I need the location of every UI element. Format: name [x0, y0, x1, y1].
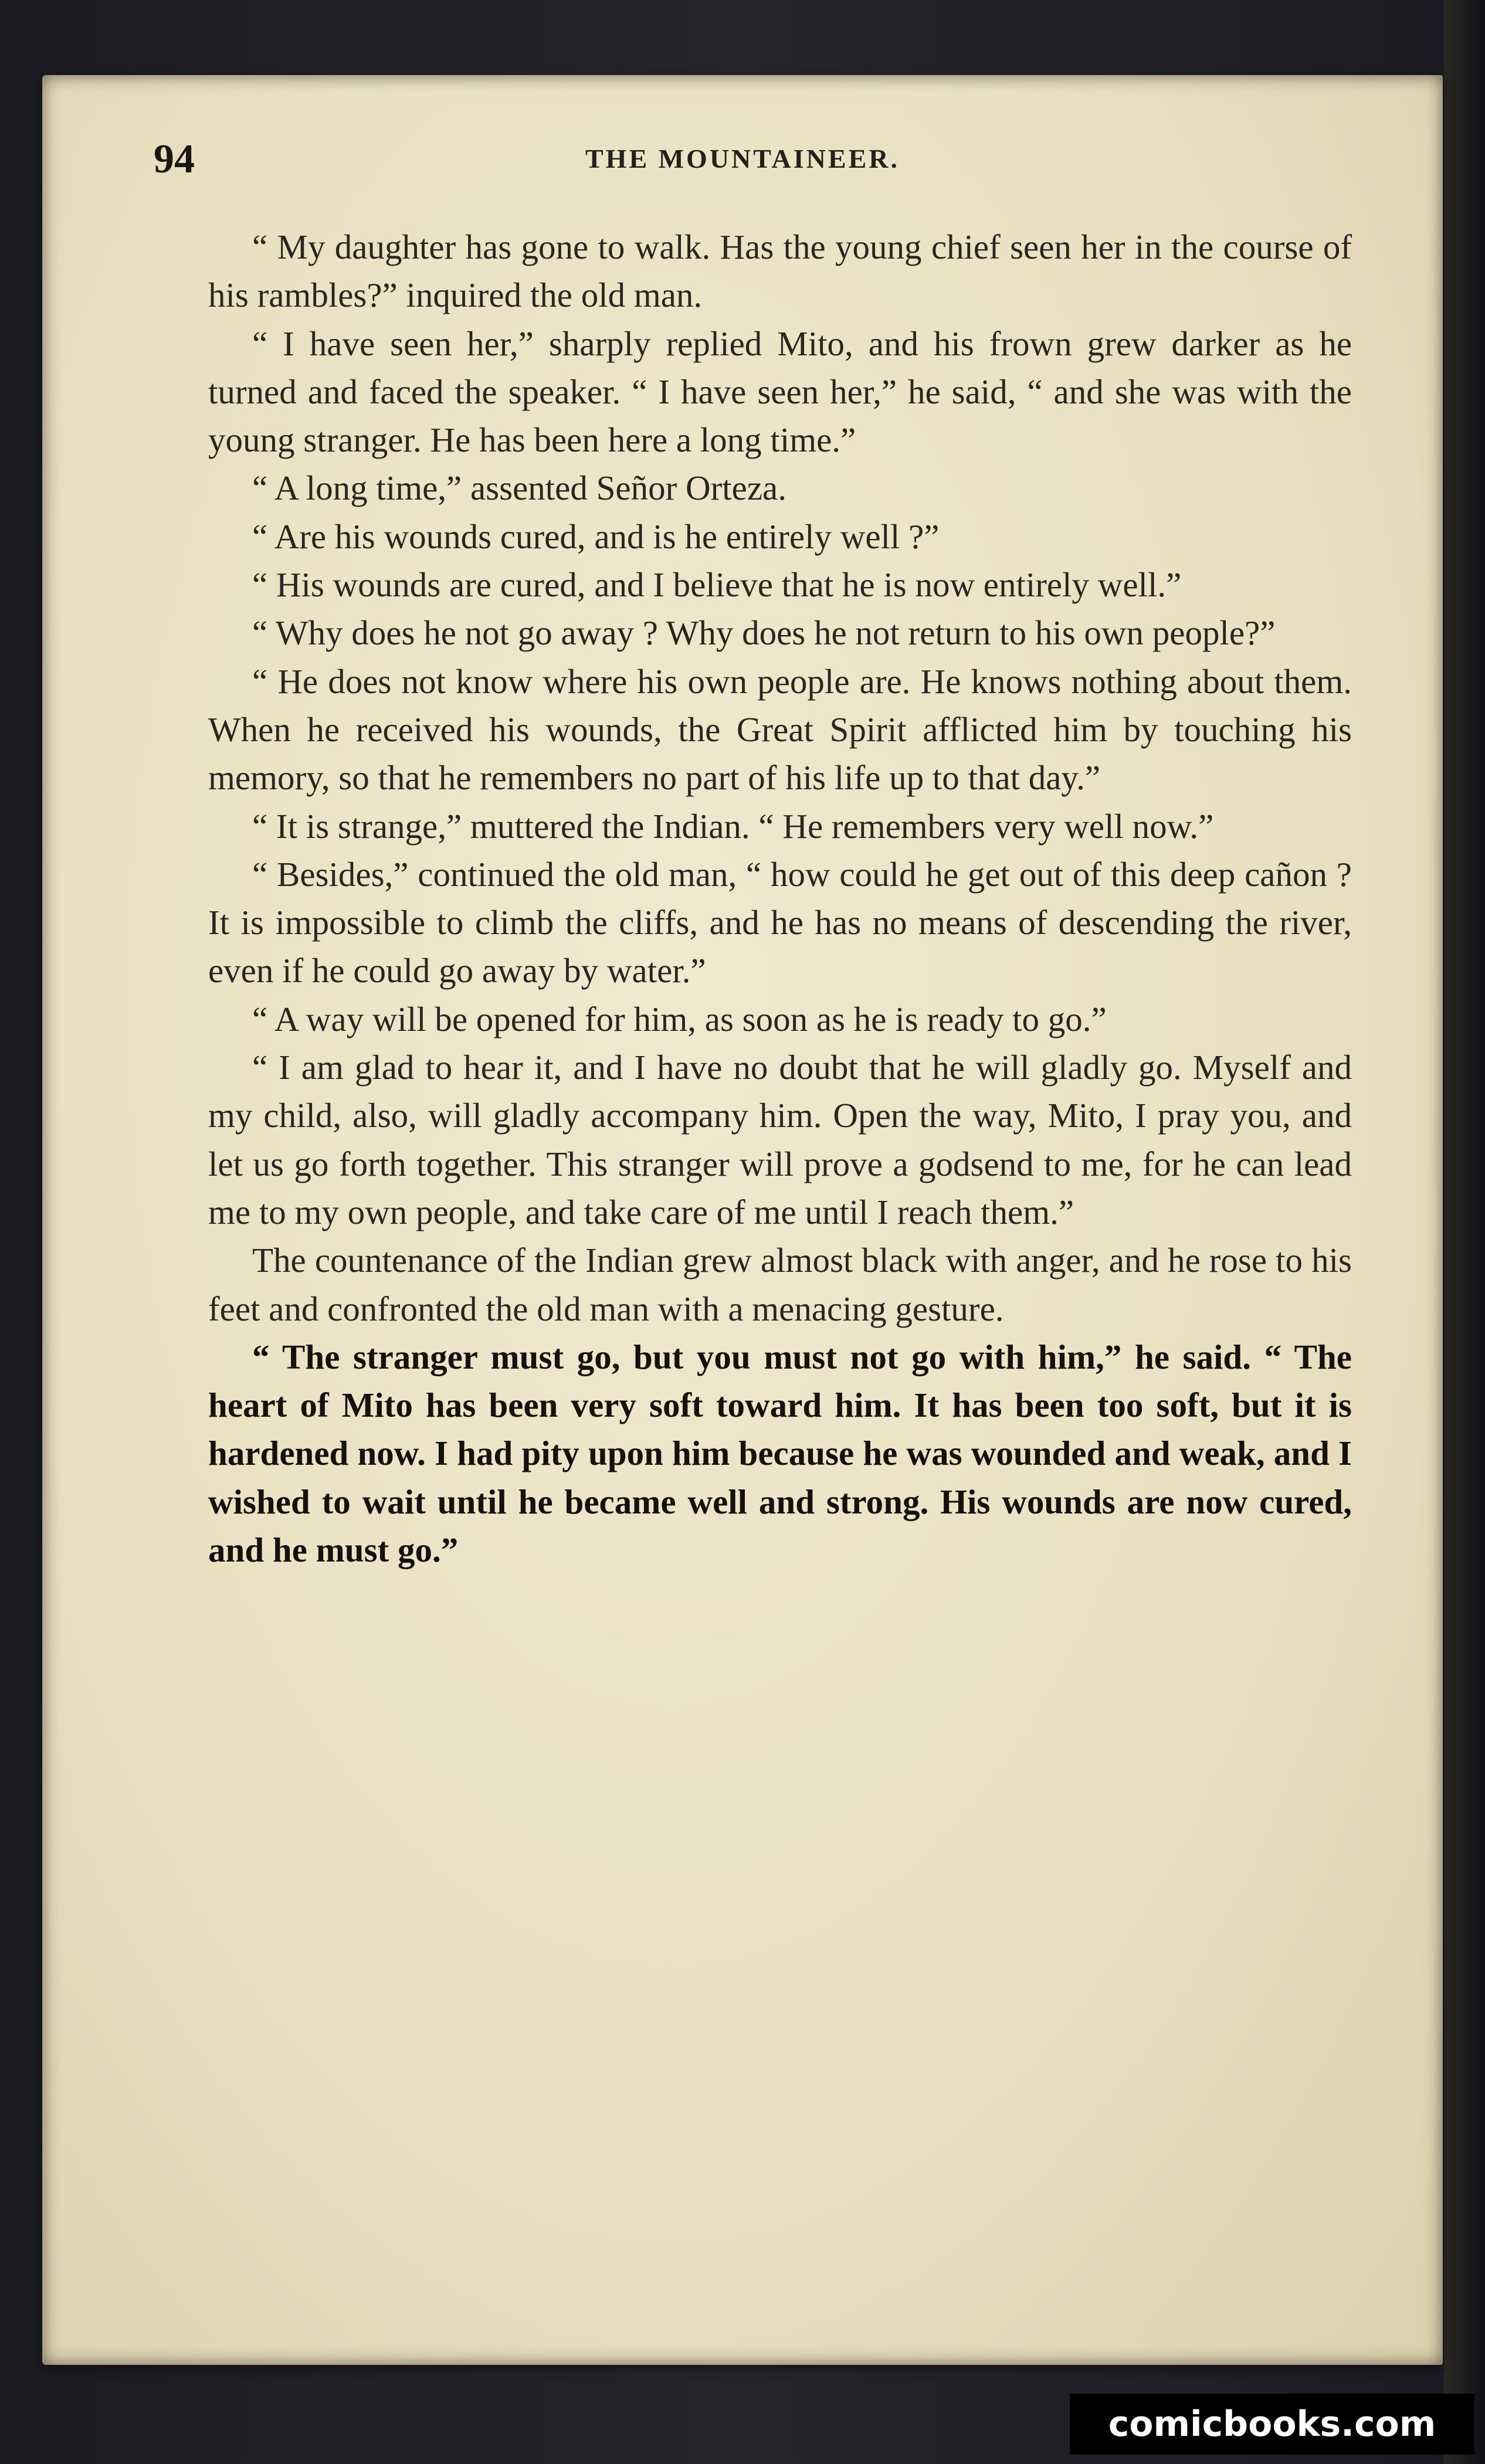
paragraph: “ The stranger must go, but you must not go with him,” he said. “ The heart of Mito has been very soft toward him. It has been too soft, but it is hardened now. I had pity upon him because he was wounded and weak, and I wished to wait until he became well and strong. His wounds are now cured, and he must go.”	[208, 1337, 1352, 1570]
paragraph: “ A long time,” assented Señor Orteza.	[252, 469, 786, 508]
paragraph: The countenance of the Indian grew almost black with anger, and he rose to his feet and confronted the old man with a menacing gesture.	[208, 1241, 1352, 1328]
paragraph: “ Why does he not go away ? Why does he not return to his own people?”	[252, 613, 1276, 653]
paragraph: “ I am glad to hear it, and I have no doubt that he will gladly go. Myself and my child, also, will gladly accompany him. Open the way, Mito, I pray you, and let us go forth together. This stranger will prove a godsend to me, for he can lead me to my own people, and take care of me until I reach them.”	[208, 1048, 1352, 1231]
paragraph: “ It is strange,” muttered the Indian. “ He remembers very well now.”	[252, 806, 1214, 846]
paragraph: “ Are his wounds cured, and is he entirely well ?”	[252, 517, 940, 556]
paragraph: “ He does not know where his own people are. He knows nothing about them. When he received his wounds, the Great Spirit afflicted him by touching his memory, so that he remembers no part of his life up to that day.”	[208, 661, 1352, 797]
page-number: 94	[154, 137, 195, 182]
book-spine	[1444, 0, 1485, 2464]
running-head: THE MOUNTAINEER.	[585, 144, 900, 174]
paragraph: “ His wounds are cured, and I believe that he is now entirely well.”	[252, 565, 1182, 605]
body-text	[208, 223, 1352, 1574]
paragraph: “ My daughter has gone to walk. Has the young chief seen her in the course of his rambles?” inquired the old man.	[208, 228, 1352, 315]
paragraph: “ Besides,” continued the old man, “ how could he get out of this deep cañon ? It is impossible to climb the cliffs, and he has no means of descending the river, even if he could go away by water.”	[208, 854, 1352, 990]
paragraph: “ I have seen her,” sharply replied Mito, and his frown grew darker as he turned and faced the speaker. “ I have seen her,” he said, “ and she was with the young stranger. He has been here a long time.”	[208, 324, 1352, 460]
paragraph: “ A way will be opened for him, as soon as he is ready to go.”	[252, 999, 1107, 1038]
watermark: comicbooks.com	[1070, 2394, 1474, 2455]
